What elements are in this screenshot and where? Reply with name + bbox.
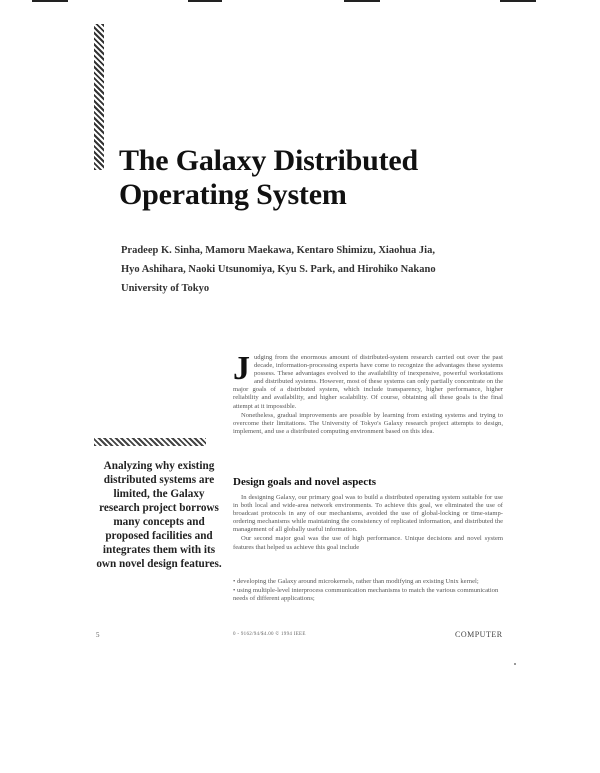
crop-mark (344, 0, 380, 2)
title-line-2: Operating System (119, 178, 347, 211)
affiliation: University of Tokyo (121, 283, 210, 294)
article-title (119, 144, 539, 212)
list-item: • using multiple-level interprocess communication mechanisms to match the various communication needs of different applications; (233, 587, 499, 603)
section-heading: Design goals and novel aspects (233, 476, 377, 488)
intro-text (233, 350, 503, 437)
journal-name: COMPUTER (455, 630, 503, 639)
page-number: 5 (96, 631, 100, 639)
decorative-bar (94, 438, 206, 446)
crop-mark (188, 0, 222, 2)
scan-speck (514, 663, 516, 665)
bullet-list (233, 578, 503, 604)
section-paragraph-2: Our second major goal was the use of high performance. Unique decisions and novel system features that helped us achieve this goal include (233, 535, 503, 551)
authors-line-1: Pradeep K. Sinha, Mamoru Maekawa, Kentaro Shimizu, Xiaohua Jia, (121, 245, 435, 256)
list-item: • developing the Galaxy around microkernels, rather than modifying an existing Unix kernel; (233, 578, 479, 585)
author-block (121, 241, 481, 298)
issue-line: 0 - 9162/94/$4.00 © 1994 IEEE (233, 632, 306, 637)
authors-line-2: Hyo Ashihara, Naoki Utsunomiya, Kyu S. Park, and Hirohiko Nakano (121, 264, 436, 275)
pull-quote: Analyzing why existing distributed systems are limited, the Galaxy research project borrows many concepts and proposed facilities and integrates them with its own novel design features. (96, 460, 222, 570)
crop-mark (500, 0, 536, 2)
decorative-bar (94, 24, 104, 170)
title-line-1: The Galaxy Distributed (119, 144, 418, 177)
drop-cap: J (233, 350, 250, 387)
section-text (233, 494, 503, 553)
crop-mark (32, 0, 68, 2)
section-paragraph-1: In designing Galaxy, our primary goal was to build a distributed operating system suitable for use in both local and wide-area network environments. To achieve this goal, we eliminated the use of broadcast protocols in any of our mechanisms, avoided the use of global-locking or time-stamp-ordering mechanisms while maintaining the consistency of replicated information, and distributed the management of all globally useful information. (233, 494, 503, 534)
intro-paragraph-2: Nonetheless, gradual improvements are possible by learning from existing systems and trying to overcome their limitations. The University of Tokyo's Galaxy research project attempts to design, implement, and use a distributed computing environment based on this idea. (233, 411, 503, 435)
intro-paragraph-1: udging from the enormous amount of distributed-system research carried out over the past decade, information-processing experts have come to recognize the advantages these systems possess. These advantages evolved to the availability of inexpensive, powerful workstations and distributed systems. However, most of these systems can only partially concentrate on the major goals of a distributed system, which include transparency, higher performance, higher reliability and availability, and higher scalability. Of course, obtaining all these goals is the final attempt at it impossible. (233, 354, 503, 410)
